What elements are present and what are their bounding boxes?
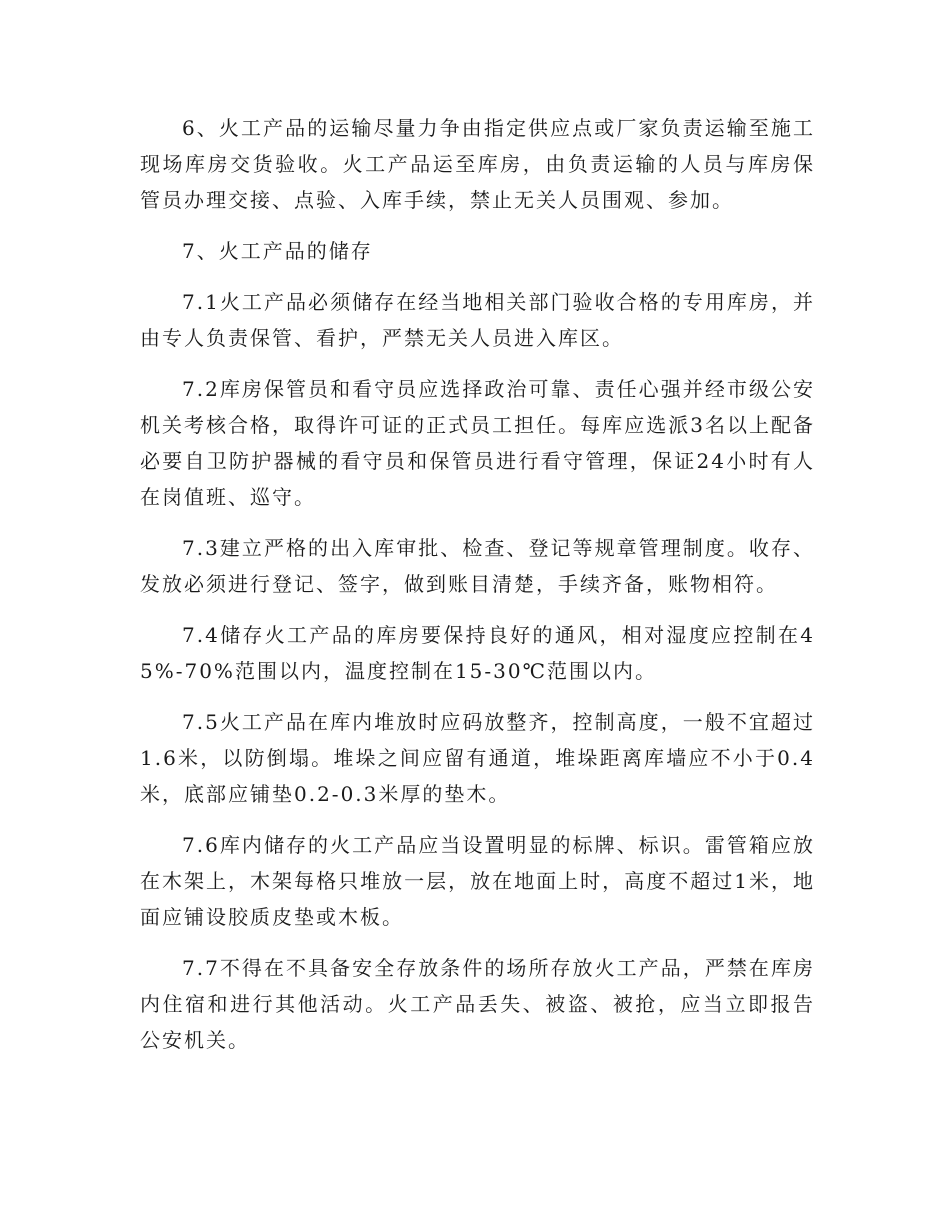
paragraph-6: 6、火工产品的运输尽量力争由指定供应点或厂家负责运输至施工现场库房交货验收。火工产品运至库房，由负责运输的人员与库房保管员办理交接、点验、入库手续，禁止无关人员围观、参加。 (140, 116, 815, 212)
document-body (140, 110, 815, 1073)
section-heading-7: 7、火工产品的储存 (182, 239, 373, 263)
paragraph-7-5: 7.5火工产品在库内堆放时应码放整齐，控制高度，一般不宜超过1.6米，以防倒塌。堆垛之间应留有通道，堆垛距离库墙应不小于0.4米，底部应铺垫0.2-0.3米厚的垫木。 (140, 710, 815, 806)
paragraph-7-4: 7.4储存火工产品的库房要保持良好的通风，相对湿度应控制在45%-70%范围以内，温度控制在15-30℃范围以内。 (140, 623, 815, 683)
paragraph-7-7: 7.7不得在不具备安全存放条件的场所存放火工产品，严禁在库房内住宿和进行其他活动。火工产品丢失、被盗、被抢，应当立即报告公安机关。 (140, 956, 815, 1052)
paragraph-7-3: 7.3建立严格的出入库审批、检查、登记等规章管理制度。收存、发放必须进行登记、签字，做到账目清楚，手续齐备，账物相符。 (140, 536, 815, 596)
paragraph-7-1: 7.1火工产品必须储存在经当地相关部门验收合格的专用库房，并由专人负责保管、看护，严禁无关人员进入库区。 (140, 290, 815, 350)
paragraph-7-6: 7.6库内储存的火工产品应当设置明显的标牌、标识。雷管箱应放在木架上，木架每格只堆放一层，放在地面上时，高度不超过1米，地面应铺设胶质皮垫或木板。 (140, 833, 815, 929)
paragraph-7-2: 7.2库房保管员和看守员应选择政治可靠、责任心强并经市级公安机关考核合格，取得许可证的正式员工担任。每库应选派3名以上配备必要自卫防护器械的看守员和保管员进行看守管理，保证24小时有人在岗值班、巡守。 (140, 377, 815, 509)
